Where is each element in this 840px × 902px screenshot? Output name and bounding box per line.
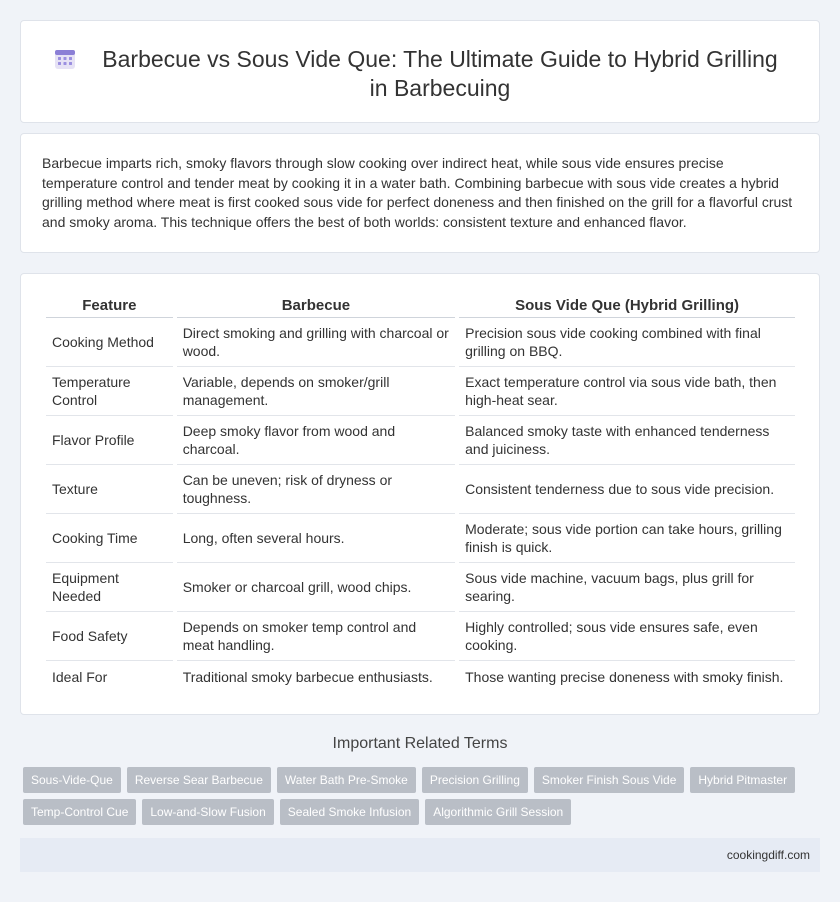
tag-precision-grilling[interactable]: Precision Grilling [422,767,528,793]
row-barbecue: Long, often several hours. [177,514,455,563]
row-sous-vide-que: Sous vide machine, vacuum bags, plus grill for searing. [459,563,795,612]
row-feature: Texture [46,465,173,514]
row-barbecue: Can be uneven; risk of dryness or toughness. [177,465,455,514]
table-row [46,367,795,416]
intro-paragraph: Barbecue imparts rich, smoky flavors through slow cooking over indirect heat, while sous vide ensures precise temperature control and tender meat by cooking it in a water bath. Combining barbecue with sous vide creates a hybrid grilling method where meat is first cooked sous vide for perfect doneness and then finished on the grill for a flavorful crust and smoky aroma. This technique offers the best of both worlds: consistent texture and enhanced flavor. [42,155,793,230]
tag-hybrid-pitmaster[interactable]: Hybrid Pitmaster [690,767,795,793]
row-barbecue: Deep smoky flavor from wood and charcoal. [177,416,455,465]
row-feature: Equipment Needed [46,563,173,612]
footer [20,838,820,872]
tag-reverse-sear-barbecue[interactable]: Reverse Sear Barbecue [127,767,271,793]
row-feature: Temperature Control [46,367,173,416]
tag-low-and-slow-fusion[interactable]: Low-and-Slow Fusion [142,799,273,825]
footer-site[interactable]: cookingdiff.com [726,848,810,862]
row-sous-vide-que: Balanced smoky taste with enhanced tenderness and juiciness. [459,416,795,465]
row-sous-vide-que: Consistent tenderness due to sous vide precision. [459,465,795,514]
header-sous-vide-que: Sous Vide Que (Hybrid Grilling) [459,296,795,318]
intro-card [20,133,820,253]
table-row [46,416,795,465]
tag-temp-control-cue[interactable]: Temp-Control Cue [23,799,136,825]
title-card [20,20,820,123]
row-barbecue: Depends on smoker temp control and meat handling. [177,612,455,661]
table-header-row [46,296,795,318]
row-barbecue: Traditional smoky barbecue enthusiasts. [182,669,433,685]
row-sous-vide-que: Moderate; sous vide portion can take hours, grilling finish is quick. [459,514,795,563]
row-barbecue: Variable, depends on smoker/grill management. [177,367,455,416]
row-feature: Flavor Profile [46,416,173,465]
related-terms-tags [23,767,813,831]
tag-water-bath-pre-smoke[interactable]: Water Bath Pre-Smoke [277,767,416,793]
tag-row [23,799,813,825]
table-row [46,661,795,693]
row-sous-vide-que: Exact temperature control via sous vide bath, then high-heat sear. [459,367,795,416]
comparison-card [20,273,820,715]
table-row [46,465,795,514]
row-sous-vide-que: Precision sous vide cooking combined with final grilling on BBQ. [459,318,795,367]
header-feature: Feature [46,296,173,318]
tag-row [23,767,813,793]
page-title: Barbecue vs Sous Vide Que: The Ultimate Guide to Hybrid Grilling in Barbecuing [102,46,778,101]
table-row [46,612,795,661]
row-feature: Cooking Time [46,514,173,563]
row-feature: Cooking Method [46,318,173,367]
tag-smoker-finish-sous-vide[interactable]: Smoker Finish Sous Vide [534,767,685,793]
row-sous-vide-que: Those wanting precise doneness with smoky finish. [465,669,784,685]
table-row [46,514,795,563]
row-feature: Food Safety [46,612,173,661]
table-row [46,563,795,612]
related-terms-title: Important Related Terms [332,735,508,752]
comparison-table [42,296,799,693]
row-barbecue: Direct smoking and grilling with charcoal or wood. [177,318,455,367]
row-feature: Ideal For [52,669,108,685]
header-barbecue: Barbecue [177,296,455,318]
row-barbecue: Smoker or charcoal grill, wood chips. [177,563,455,612]
tag-sous-vide-que[interactable]: Sous-Vide-Que [23,767,121,793]
table-row [46,318,795,367]
tag-sealed-smoke-infusion[interactable]: Sealed Smoke Infusion [280,799,419,825]
tag-algorithmic-grill-session[interactable]: Algorithmic Grill Session [425,799,571,825]
row-sous-vide-que: Highly controlled; sous vide ensures safe, even cooking. [459,612,795,661]
